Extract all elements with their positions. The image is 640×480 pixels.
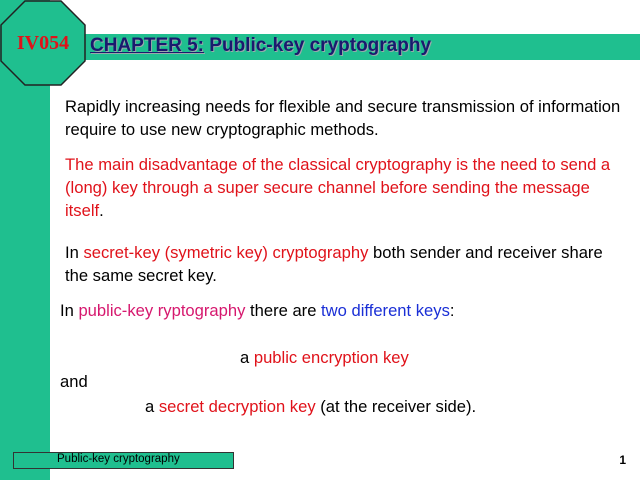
page-number: 1 — [619, 453, 626, 467]
public-key-mid: there are — [245, 301, 322, 320]
public-encryption-line — [240, 346, 409, 369]
title-text: Public-key cryptography — [204, 35, 432, 56]
secret-key-post: both sender and receiver share the same secret key. — [65, 243, 603, 285]
public-key-pre: In — [60, 301, 79, 320]
disadvantage-end: . — [99, 201, 104, 220]
secret-key-pre: In — [65, 243, 84, 262]
public-encryption-term: public encryption key — [253, 348, 409, 367]
and-line: and — [60, 372, 88, 391]
page-title — [90, 35, 431, 57]
secret-decryption-pre: a — [145, 397, 159, 416]
public-key-paragraph — [60, 299, 630, 322]
secret-decryption-line — [145, 395, 476, 418]
secret-decryption-term: secret decryption key — [158, 397, 316, 416]
secret-key-term: secret-key (symetric key) cryptography — [83, 243, 369, 262]
footer-label: Public-key cryptography — [57, 453, 180, 465]
intro-paragraph: Rapidly increasing needs for flexible and secure transmission of information require to use new cryptographic methods. — [65, 97, 621, 139]
public-encryption-pre: a — [240, 348, 254, 367]
public-key-term: public-key ryptography — [78, 301, 246, 320]
secret-key-paragraph — [65, 241, 630, 287]
public-key-post: : — [449, 301, 455, 320]
chapter-label: CHAPTER 5: — [90, 35, 205, 56]
course-code: IV054 — [16, 31, 70, 54]
disadvantage-text: The main disadvantage of the classical cryptography is the need to send a (long) key through a super secure channel before sending the message itself — [65, 155, 611, 220]
two-keys-term: two different keys — [321, 301, 450, 320]
secret-decryption-post: (at the receiver side). — [315, 397, 477, 416]
disadvantage-paragraph — [65, 153, 630, 222]
